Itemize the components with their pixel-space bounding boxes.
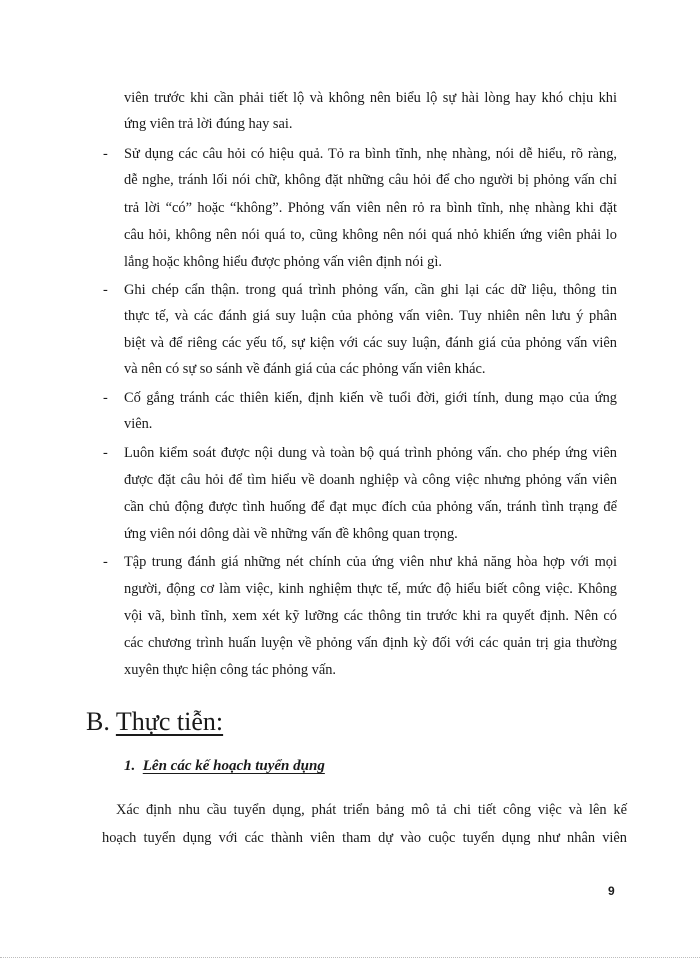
bullet-line: các chương trình huấn luyện về phỏng vấn định kỳ đối với các quản trị gia thường	[124, 635, 617, 651]
bullet-line: Tập trung đánh giá những nét chính của ứng viên như khả năng hòa hợp với mọi	[124, 554, 617, 570]
bullet-line: Cố gắng tránh các thiên kiến, định kiến về tuổi đời, giới tính, dung mạo của ứng	[124, 390, 617, 406]
bullet-marker: -	[103, 445, 108, 461]
bullet-line: được đặt câu hỏi để tìm hiểu về doanh nghiệp và công việc nhưng phỏng vấn viên	[124, 472, 617, 488]
bullet-line: thực tế, và các đánh giá suy luận của phỏng vấn viên. Tuy nhiên nên lưu ý phân	[124, 308, 617, 324]
bullet-line: vội vã, bình tĩnh, xem xét kỹ lưỡng các thông tin trước khi ra quyết định. Nên có	[124, 608, 617, 624]
paragraph-line: hoạch tuyển dụng với các thành viên tham dự vào cuộc tuyển dụng như nhân viên	[102, 830, 627, 846]
bullet-marker: -	[103, 390, 108, 406]
bullet-line: xuyên thực hiện công tác phỏng vấn.	[124, 662, 337, 678]
continuation-line: viên trước khi cần phải tiết lộ và không nên biểu lộ sự hài lòng hay khó chịu khi	[124, 90, 617, 106]
paragraph-line: Xác định nhu cầu tuyển dụng, phát triển bảng mô tả chi tiết công việc và lên kế	[116, 802, 627, 818]
bullet-line: người, động cơ làm việc, kinh nghiệm thực tế, mức độ hiểu biết công việc. Không	[124, 581, 617, 597]
subsection-heading	[124, 756, 325, 776]
bullet-line: viên.	[124, 416, 153, 432]
bullet-marker: -	[103, 554, 108, 570]
bullet-line: ứng viên nói dông dài về những vấn đề không quan trọng.	[124, 526, 458, 542]
page-number: 9	[608, 884, 615, 898]
section-heading	[86, 706, 223, 738]
bullet-line: Ghi chép cẩn thận. trong quá trình phỏng vấn, cần ghi lại các dữ liệu, thông tin	[124, 282, 617, 298]
bullet-line: biệt và để riêng các yếu tố, sự kiện với các suy luận, đánh giá của phỏng vấn viên	[124, 335, 617, 351]
section-title: Thực tiễn:	[115, 707, 224, 736]
bullet-line: dễ nghe, tránh lối nói chữ, không đặt những câu hỏi để cho người bị phỏng vấn chỉ	[124, 172, 617, 188]
bullet-line: Luôn kiểm soát được nội dung và toàn bộ quá trình phỏng vấn. cho phép ứng viên	[124, 445, 617, 461]
bullet-marker: -	[103, 146, 108, 162]
bullet-line: Sử dụng các câu hỏi có hiệu quả. Tỏ ra bình tĩnh, nhẹ nhàng, nói dễ hiểu, rõ ràng,	[124, 146, 617, 162]
bullet-line: cần chủ động được tình huống để đạt mục đích của phỏng vấn, tránh tình trạng để	[124, 499, 617, 515]
bullet-marker: -	[103, 282, 108, 298]
bullet-line: trả lời “có” hoặc “không”. Phỏng vấn viên nên rỏ ra bình tĩnh, nhẹ nhàng khi đặt	[124, 200, 617, 216]
continuation-line: ứng viên trả lời đúng hay sai.	[124, 116, 293, 132]
footer-divider	[0, 957, 700, 958]
section-letter: B.	[86, 707, 110, 736]
bullet-line: và nên có sự so sánh về đánh giá của các phỏng vấn viên khác.	[124, 361, 486, 377]
bullet-line: lắng hoặc không hiểu được phỏng vấn viên định nói gì.	[124, 254, 442, 270]
bullet-line: câu hỏi, không nên nói quá to, cũng không nên nói quá nhỏ khiến ứng viên phải lo	[124, 227, 617, 243]
subsection-number: 1.	[124, 758, 136, 774]
subsection-title: Lên các kế hoạch tuyển dụng	[142, 758, 325, 774]
